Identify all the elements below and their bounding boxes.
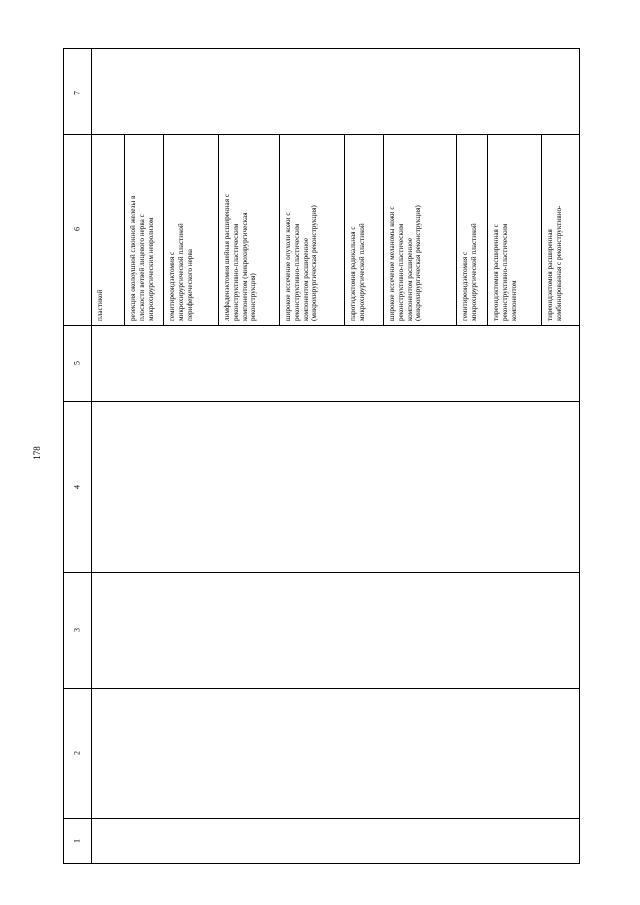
column-divider-6-5 [63,325,580,326]
item-text: широкое иссечение опухоли кожи с реконструктивно-пластическим компонентом расширенное (микрохирургическая реконструкция) [284,205,319,321]
column-divider-3-2 [63,688,580,689]
row-divider-1 [124,134,125,325]
item-text: резекция околоушной слюнной железы в плоскости ветвей лицевого нерва с микрохирургическим невролизом [129,195,155,321]
row-divider-2 [163,134,164,325]
item-text: гемитиреоидэктомия с микрохирургической пластикой периферического нерва [168,223,194,321]
row-divider-8 [487,134,488,325]
item-text: лимфаденэктомия шейная расширенная с реконструктивно-пластическим компонентом (микрохирургическая реконструкция) [223,193,258,321]
item-text: пластикой [96,289,104,321]
column-divider-2-1 [63,818,580,819]
item-text: гемитиреоидэктомия с микрохирургической пластикой [461,223,478,321]
row-divider-9 [541,134,542,325]
item-text: тиреоидэктомия расширенная с реконструктивно-пластическим компонентом [492,223,518,321]
row-divider-4 [279,134,280,325]
column-divider-4-3 [63,572,580,573]
row-divider-6 [383,134,384,325]
item-text: паротидэктомия радикальная с микрохирургической пластикой [349,223,366,321]
page-number: 178 [32,446,42,460]
row-divider-3 [218,134,219,325]
column-divider-5-4 [63,401,580,402]
item-text: тиреоидэктомия расширенная комбинированная с реконструктивно- [546,205,563,321]
item-text: широкое иссечение меланомы кожи с реконструктивно-пластическим компонентом расширенное (микрохирургическая реконструкция) [388,205,423,321]
table-frame [63,48,580,864]
column-divider-7-6 [63,134,580,135]
row-divider-7 [456,134,457,325]
header-separator-line [91,48,92,864]
row-divider-5 [344,134,345,325]
